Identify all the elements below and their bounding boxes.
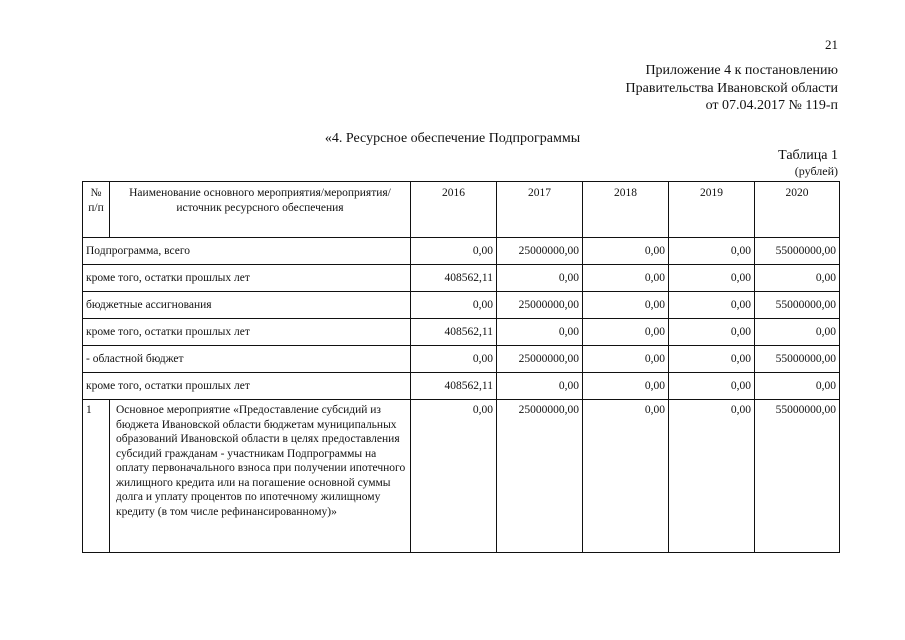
row-num: 1: [83, 400, 110, 553]
row-name: - областной бюджет: [83, 346, 411, 373]
table-row: [83, 265, 840, 292]
document-title: «4. Ресурсное обеспечение Подпрограммы: [324, 131, 581, 146]
row-value-2019: 0,00: [669, 292, 755, 319]
row-value-2019: 0,00: [669, 400, 755, 553]
appendix-block: [626, 62, 838, 115]
row-value-2016: 0,00: [411, 400, 497, 553]
row-value-2018: 0,00: [583, 238, 669, 265]
row-value-2020: 0,00: [755, 319, 840, 346]
row-value-2018: 0,00: [583, 319, 669, 346]
header-year-2017: 2017: [497, 182, 583, 238]
appendix-line-2: Правительства Ивановской области: [625, 80, 838, 96]
row-value-2017: 25000000,00: [497, 238, 583, 265]
row-value-2017: 25000000,00: [497, 292, 583, 319]
table-row: [83, 346, 840, 373]
row-value-2020: 55000000,00: [755, 238, 840, 265]
row-value-2018: 0,00: [583, 292, 669, 319]
row-name: Подпрограмма, всего: [83, 238, 411, 265]
header-year-2019: 2019: [669, 182, 755, 238]
row-value-2020: 0,00: [755, 265, 840, 292]
table-row: [83, 292, 840, 319]
row-value-2016: 408562,11: [411, 265, 497, 292]
table-row-main-activity: [83, 400, 840, 553]
row-value-2017: 0,00: [497, 319, 583, 346]
table-row: [83, 238, 840, 265]
row-value-2018: 0,00: [583, 265, 669, 292]
row-value-2018: 0,00: [583, 400, 669, 553]
units-label: (рублей): [794, 164, 838, 178]
table-label: Таблица 1: [778, 148, 838, 163]
row-value-2017: 25000000,00: [497, 400, 583, 553]
row-value-2016: 408562,11: [411, 319, 497, 346]
appendix-line-1: Приложение 4 к постановлению: [645, 63, 838, 78]
row-value-2016: 0,00: [411, 238, 497, 265]
row-value-2019: 0,00: [669, 373, 755, 400]
row-value-2016: 0,00: [411, 346, 497, 373]
header-name: Наименование основного мероприятия/мероприятия/источник ресурсного обеспечения: [110, 182, 411, 238]
page-number: 21: [825, 37, 838, 52]
row-name: кроме того, остатки прошлых лет: [83, 265, 411, 292]
header-num: № п/п: [83, 182, 110, 238]
row-value-2019: 0,00: [669, 265, 755, 292]
appendix-line-3: от 07.04.2017 № 119-п: [705, 98, 838, 113]
row-value-2020: 55000000,00: [755, 292, 840, 319]
header-year-2016: 2016: [411, 182, 497, 238]
table-row: [83, 319, 840, 346]
row-value-2016: 0,00: [411, 292, 497, 319]
row-value-2017: 0,00: [497, 265, 583, 292]
row-value-2017: 0,00: [497, 373, 583, 400]
row-value-2019: 0,00: [669, 319, 755, 346]
row-value-2017: 25000000,00: [497, 346, 583, 373]
resource-table: [82, 181, 840, 553]
row-value-2019: 0,00: [669, 238, 755, 265]
header-year-2020: 2020: [755, 182, 840, 238]
table-row: [83, 373, 840, 400]
header-year-2018: 2018: [583, 182, 669, 238]
row-value-2018: 0,00: [583, 373, 669, 400]
row-value-2018: 0,00: [583, 346, 669, 373]
row-value-2020: 55000000,00: [755, 346, 840, 373]
row-value-2020: 0,00: [755, 373, 840, 400]
row-name: Основное мероприятие «Предоставление субсидий из бюджета Ивановской области бюджетам муниципальных образований Ивановской области в целях предоставления субсидий гражданам - участникам Подпрограммы на оплату первоначального взноса при получении ипотечного жилищного кредита или на погашение основной суммы долга и уплату процентов по ипотечному жилищному кредиту (в том числе рефинансированному)»: [110, 400, 411, 553]
row-value-2019: 0,00: [669, 346, 755, 373]
row-name: бюджетные ассигнования: [83, 292, 411, 319]
row-name: кроме того, остатки прошлых лет: [83, 319, 411, 346]
row-value-2016: 408562,11: [411, 373, 497, 400]
row-name: кроме того, остатки прошлых лет: [83, 373, 411, 400]
row-value-2020: 55000000,00: [755, 400, 840, 553]
table-header-row: [83, 182, 840, 238]
